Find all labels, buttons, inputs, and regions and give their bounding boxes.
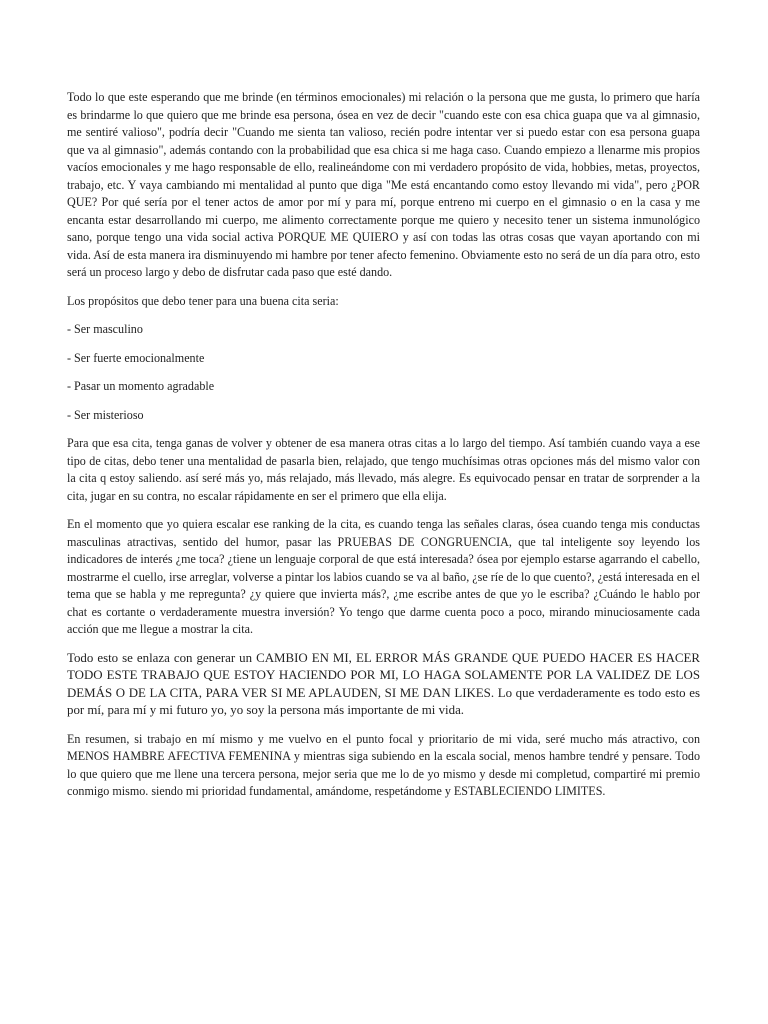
paragraph-self-worth: Todo lo que este esperando que me brinde (en términos emocionales) mi relación o la persona que me gusta, lo primero que haría es brindarme lo que quiero que me brinde esa persona, ósea en vez de decir "cuando este con esa chica guapa que va al gimnasio, me sentiré valioso", podría decir "Cuando me sienta tan valioso, recién podre intentar ver si puedo estar con esa persona guapa que va al gimnasio", además contando con la probabilidad que esa chica si me haga caso. Cuando empiezo a llenarme mis propios vacíos emocionales y me hago responsable de ello, realineándome con mi verdadero propósito de vida, hobbies, metas, proyectos, trabajo, etc. Y vaya cambiando mi mentalidad al punto que diga "Me está encantando como estoy llevando mi vida", pero ¿POR QUE? Por qué sería por el tener actos de amor por mí y para mí, porque entreno mi cuerpo en el gimnasio o en la casa y me encanta estar desarrollando mi cuerpo, me alimento correctamente porque me quiero y necesito tener un sistema inmunológico sano, porque tengo una vida social activa PORQUE ME QUIERO y así con todas las otras cosas que vayan aportando con mi vida. Así de esta manera ira disminuyendo mi hambre por tener afecto femenino. Obviamente esto no será de un día para otro, esto será un proceso largo y debo de disfrutar cada paso que esté dando. [67,90,700,279]
paragraph-escalation-signals: En el momento que yo quiera escalar ese ranking de la cita, es cuando tenga las señales claras, ósea cuando tenga mis conductas masculinas atractivas, sentido del humor, pasar las PRUEBAS DE CONGRUENCIA, que tal inteligente soy leyendo los indicadores de interés ¿me toca? ¿tiene un lenguaje corporal de que está interesada? ósea por ejemplo estarse agarrando el cabello, mostrarme el cuello, irse arreglar, volverse a pintar los labios cuando se va al baño, ¿se ríe de lo que cuento?, ¿está interesada en el tema que se habla y me repregunta? ¿y quiere que invierta más?, ¿me escribe antes de que yo le escriba? ¿Cuándo le hablo por chat es cortante o verdaderamente muestra inversión? Yo tengo que darme cuenta poco a poco, mirando minuciosamente cada acción que me llegue a mostrar la cita. [67,517,700,636]
list-item-emotionally-strong: - Ser fuerte emocionalmente [67,350,205,365]
list-item-pleasant-moment: - Pasar un momento agradable [67,379,215,393]
list-item-masculine: - Ser masculino [67,322,143,336]
document-page [67,89,700,812]
paragraph-date-mindset: Para que esa cita, tenga ganas de volver y obtener de esa manera otras citas a lo largo del tiempo. Así también cuando vaya a ese tipo de citas, debo tener una mentalidad de pasarla bien, relajado, que tengo muchísimas otras opciones más del mismo valor con la cita q estoy saliendo. así seré más yo, más relajado, más llevado, más alegre. Es equivocado pensar en tratar de sorprender a la cita, jugar en su contra, no escalar rápidamente en ser el primero que ella elija. [67,436,700,503]
paragraph-date-purposes: Los propósitos que debo tener para una buena cita seria: [67,293,339,308]
paragraph-change-in-me: Todo esto se enlaza con generar un CAMBIO EN MI, EL ERROR MÁS GRANDE QUE PUEDO HACER ES HACER TODO ESTE TRABAJO QUE ESTOY HACIENDO POR MI, LO HAGA SOLAMENTE POR LA VALIDEZ DE LOS DEMÁS O DE LA CITA, PARA VER SI ME APLAUDEN, SI ME DAN LIKES. Lo que verdaderamente es todo esto es por mí, para mí y mi futuro yo, yo soy la persona más importante de mi vida. [67,650,700,717]
list-item-mysterious: - Ser misterioso [67,407,144,422]
paragraph-summary: En resumen, si trabajo en mí mismo y me vuelvo en el punto focal y prioritario de mi vida, seré mucho más atractivo, con MENOS HAMBRE AFECTIVA FEMENINA y mientras siga subiendo en la escala social, menos hambre tendré y pensare. Todo lo que quiero que me llene una tercera persona, mejor seria que me lo de yo mismo y desde mi completud, compartiré mi premio conmigo mismo. siendo mi prioridad fundamental, amándome, respetándome y ESTABLECIENDO LIMITES. [67,731,700,798]
